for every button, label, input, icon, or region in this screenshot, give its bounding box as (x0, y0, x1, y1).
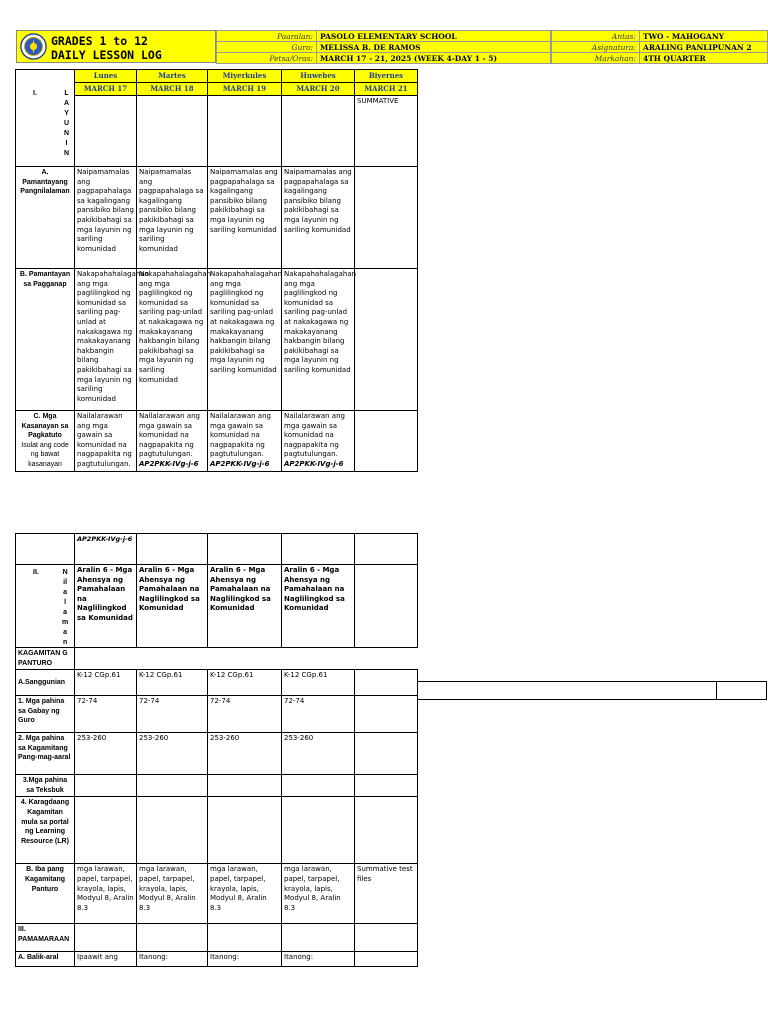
teksbuk-cell (137, 775, 208, 797)
layunin-cell (137, 96, 208, 167)
iba-cell: Summative test files (355, 864, 418, 924)
pangmag-cell: 253-260 (208, 733, 282, 775)
nilalaman-cell: Aralin 6 - Mga Ahensya ng Pamahalaan na Naglilingkod sa Komunidad (75, 565, 137, 648)
pangmag-cell: 253-260 (282, 733, 355, 775)
pangmag-cell (355, 733, 418, 775)
markahan-value: 4TH QUARTER (640, 53, 768, 64)
pagganap-label: B. Pamantayan sa Pagganap (16, 269, 75, 411)
pangmag-label: 2. Mga pahina sa Kagamitang Pang-mag-aaral (16, 733, 75, 775)
antas-value: TWO - MAHOGANY (640, 31, 768, 42)
iba-label: B. Iba pang Kagamitang Panturo (16, 864, 75, 924)
kasanayan-cell (355, 411, 418, 472)
asignatura-value: ARALING PANLIPUNAN 2 (640, 42, 768, 53)
teksbuk-cell (75, 775, 137, 797)
balik-cell: Itanong: (208, 952, 282, 967)
sanggunian-cell: K-12 CGp.61 (282, 670, 355, 696)
layunin-label-cell (16, 70, 75, 167)
teksbuk-cell (282, 775, 355, 797)
layunin-letter: L (64, 90, 69, 97)
teksbuk-cell (355, 775, 418, 797)
nilalaman-cell: Aralin 6 - Mga Ahensya ng Pamahalaan na Naglilingkod sa Komunidad (208, 565, 282, 648)
day-header-huwebes: Huwebes (282, 70, 355, 83)
kasanayan-label-cell (16, 411, 75, 472)
pamamaraan-cell (282, 924, 355, 952)
pamantayang-cell: Naipamamalas ang pagpapahalaga sa kagalingang pansibiko bilang pakikibahagi sa mga layunin ng sariling komunidad (208, 167, 282, 269)
lesson-table-part-1 (15, 69, 418, 472)
kagamitan-extension (417, 681, 717, 700)
gabay-cell (355, 696, 418, 733)
section-2-roman: II. (33, 569, 39, 576)
section-1-roman: I. (33, 90, 37, 97)
layunin-letter: N (64, 130, 70, 137)
pagganap-cell (355, 269, 418, 411)
nilalaman-letter: a (63, 629, 68, 636)
karagdagan-cell (282, 797, 355, 864)
pagganap-cell: Nakapahahalagahan ang mga paglilingkod ng komunidad sa sariling pag-unlad at nakakagawa ng makakayanang hakbangin bilang pakikibahagi sa mga layunin ng sariling komunidad (208, 269, 282, 411)
pagganap-cell: Nakapahahalagahan ang mga paglilingkod ng komunidad sa sariling pag-unlad at nakakagawa ng makakayanang hakbangin bilang pakikibahagi sa mga layunin ng sariling komunidad (137, 269, 208, 411)
gabay-cell: 72-74 (137, 696, 208, 733)
day-header-biyernes: Biyernes (355, 70, 418, 83)
blank-cell (16, 534, 75, 565)
summative-note: SUMMATIVE (355, 96, 418, 167)
layunin-cell (208, 96, 282, 167)
date-header-2: MARCH 18 (137, 83, 208, 96)
layunin-letter: Y (64, 110, 69, 117)
kasanayan-cell (208, 411, 282, 472)
nilalaman-cell: Aralin 6 - Mga Ahensya ng Pamahalaan na Naglilingkod sa Komunidad (137, 565, 208, 648)
asignatura-label: Asignatura: (552, 42, 640, 53)
pamamaraan-label: III. PAMAMARAAN (16, 924, 75, 952)
day-header-martes: Martes (137, 70, 208, 83)
kagamitan-label: KAGAMITAN G PANTURO (16, 648, 75, 670)
title-line-2: DAILY LESSON LOG (51, 48, 162, 62)
kasanayan-label: C. Mga Kasanayan sa Pagkatuto (21, 413, 69, 440)
day-header-lunes: Lunes (75, 70, 137, 83)
blank-cell (208, 534, 282, 565)
pamamaraan-cell (75, 924, 137, 952)
guro-value: MELISSA B. DE RAMOS (317, 42, 551, 53)
pamantayang-label: A. Pamantayang Pangnilalaman (16, 167, 75, 269)
kasanayan-cell (137, 411, 208, 472)
paaralan-value: PASOLO ELEMENTARY SCHOOL (317, 31, 551, 42)
pamamaraan-cell (208, 924, 282, 952)
balik-label: A. Balik-aral (16, 952, 75, 967)
header-title-block (16, 30, 216, 63)
pagganap-cell: Nakapahahalagahan ang mga paglilingkod ng komunidad sa sariling pag-unlad at nakakagawa ng makakayanang hakbangin bilang pakikibahagi sa mga layunin ng sariling komunidad (75, 269, 137, 411)
markahan-label: Markahan: (552, 53, 640, 64)
nilalaman-letter: N (62, 569, 68, 576)
kagamitan-spacer (75, 648, 418, 670)
kasanayan-cell: Nailalarawan ang mga gawain sa komunidad na nagpapakita ng pagtutulungan. (75, 411, 137, 472)
pamantayang-cell: Naipamamalas ang pagpapahalaga sa kagalingang pansibiko bilang pakikibahagi sa mga layunin ng sariling komunidad (75, 167, 137, 269)
pamamaraan-cell (355, 924, 418, 952)
antas-label: Antas: (552, 31, 640, 42)
pamamaraan-cell (137, 924, 208, 952)
gabay-cell: 72-74 (282, 696, 355, 733)
karagdagan-cell (137, 797, 208, 864)
kasanayan-sub: Isulat ang code ng bawat kasanayan (21, 441, 69, 468)
balik-cell: Itanong: (282, 952, 355, 967)
blank-cell (355, 534, 418, 565)
gabay-cell: 72-74 (208, 696, 282, 733)
sanggunian-cell: K-12 CGp.61 (137, 670, 208, 696)
layunin-letter: U (64, 120, 70, 127)
karagdagan-cell (208, 797, 282, 864)
layunin-cell (282, 96, 355, 167)
karagdagan-cell (75, 797, 137, 864)
kasanayan-code: AP2PKK-IVg-j-6 (284, 459, 344, 468)
nilalaman-letter: l (64, 599, 67, 606)
nilalaman-letter: n (62, 639, 68, 646)
nilalaman-cell: Aralin 6 - Mga Ahensya ng Pamahalaan na Naglilingkod sa Komunidad (282, 565, 355, 648)
layunin-cell (75, 96, 137, 167)
kasanayan-cell (282, 411, 355, 472)
karagdagan-cell (355, 797, 418, 864)
kagamitan-extension-cell (716, 681, 767, 700)
sanggunian-cell: K-12 CGp.61 (208, 670, 282, 696)
date-header-3: MARCH 19 (208, 83, 282, 96)
layunin-letter: A (64, 100, 70, 107)
deped-seal-icon (20, 33, 47, 60)
kasanayan-text: Nailalarawan ang mga gawain sa komunidad na nagpapakita ng pagtutulungan. (139, 412, 200, 459)
sanggunian-cell (355, 670, 418, 696)
iba-cell: mga larawan, papel, tarpapel, krayola, lapis, Modyul 8, Aralin 8.3 (282, 864, 355, 924)
header-class-info (551, 30, 768, 63)
nilalaman-letter: a (63, 609, 68, 616)
blank-cell (137, 534, 208, 565)
iba-cell: mga larawan, papel, tarpapel, krayola, lapis, Modyul 8, Aralin 8.3 (208, 864, 282, 924)
nilalaman-cell (355, 565, 418, 648)
pamantayang-cell (355, 167, 418, 269)
date-header-4: MARCH 20 (282, 83, 355, 96)
karagdagan-label: 4. Karagdaang Kagamitan mula sa portal ng Learning Resource (LR) (16, 797, 75, 864)
gabay-cell: 72-74 (75, 696, 137, 733)
sanggunian-cell: K-12 CGp.61 (75, 670, 137, 696)
kasanayan-text: Nailalarawan ang mga gawain sa komunidad na nagpapakita ng pagtutulungan. (284, 412, 345, 459)
pagganap-cell: Nakapahahalagahan ang mga paglilingkod ng komunidad sa sariling pag-unlad at nakakagawa ng makakayanang hakbangin bilang pakikibahagi sa mga layunin ng sariling komunidad (282, 269, 355, 411)
petsa-label: Petsa/Oras: (217, 53, 317, 64)
header-school-info (216, 30, 551, 63)
petsa-value: MARCH 17 - 21, 2025 (WEEK 4-DAY 1 - 5) (317, 53, 551, 64)
nilalaman-letter: a (63, 589, 68, 596)
pamantayang-cell: Naipamamalas ang pagpapahalaga sa kagalingang pansibiko bilang pakikibahagi sa mga layunin ng sariling komunidad (282, 167, 355, 269)
code-carry: AP2PKK-IVg-j-6 (75, 534, 137, 565)
date-header-1: MARCH 17 (75, 83, 137, 96)
guro-label: Guro: (217, 42, 317, 53)
pangmag-cell: 253-260 (137, 733, 208, 775)
kasanayan-code: AP2PKK-IVg-j-6 (210, 459, 270, 468)
layunin-letter: I (65, 140, 68, 147)
layunin-letter: N (64, 150, 70, 157)
kasanayan-text: Nailalarawan ang mga gawain sa komunidad na nagpapakita ng pagtutulungan. (210, 412, 271, 459)
pangmag-cell: 253-260 (75, 733, 137, 775)
teksbuk-label: 3.Mga pahina sa Teksbuk (16, 775, 75, 797)
nilalaman-letter: m (62, 619, 69, 626)
lesson-table-part-2 (15, 533, 418, 967)
iba-cell: mga larawan, papel, tarpapel, krayola, lapis, Modyul 8, Aralin 8.3 (137, 864, 208, 924)
nilalaman-letter: il (63, 579, 68, 586)
day-header-miyerkules: Miyerkules (208, 70, 282, 83)
title-line-1: GRADES 1 to 12 (51, 34, 148, 48)
kasanayan-code: AP2PKK-IVg-j-6 (139, 459, 199, 468)
teksbuk-cell (208, 775, 282, 797)
nilalaman-label-cell (16, 565, 75, 648)
balik-cell: Ipaawit ang (75, 952, 137, 967)
gabay-label: 1. Mga pahina sa Gabay ng Guro (16, 696, 75, 733)
date-header-5: MARCH 21 (355, 83, 418, 96)
balik-cell (355, 952, 418, 967)
paaralan-label: Paaralan: (217, 31, 317, 42)
balik-cell: Itanong: (137, 952, 208, 967)
sanggunian-label: A.Sanggunian (16, 670, 75, 696)
blank-cell (282, 534, 355, 565)
iba-cell: mga larawan, papel, tarpapel, krayola, lapis, Modyul 8, Aralin 8.3 (75, 864, 137, 924)
pamantayang-cell: Naipamamalas ang pagpapahalaga sa kagalingang pansibiko bilang pakikibahagi sa mga layunin ng sariling komunidad (137, 167, 208, 269)
